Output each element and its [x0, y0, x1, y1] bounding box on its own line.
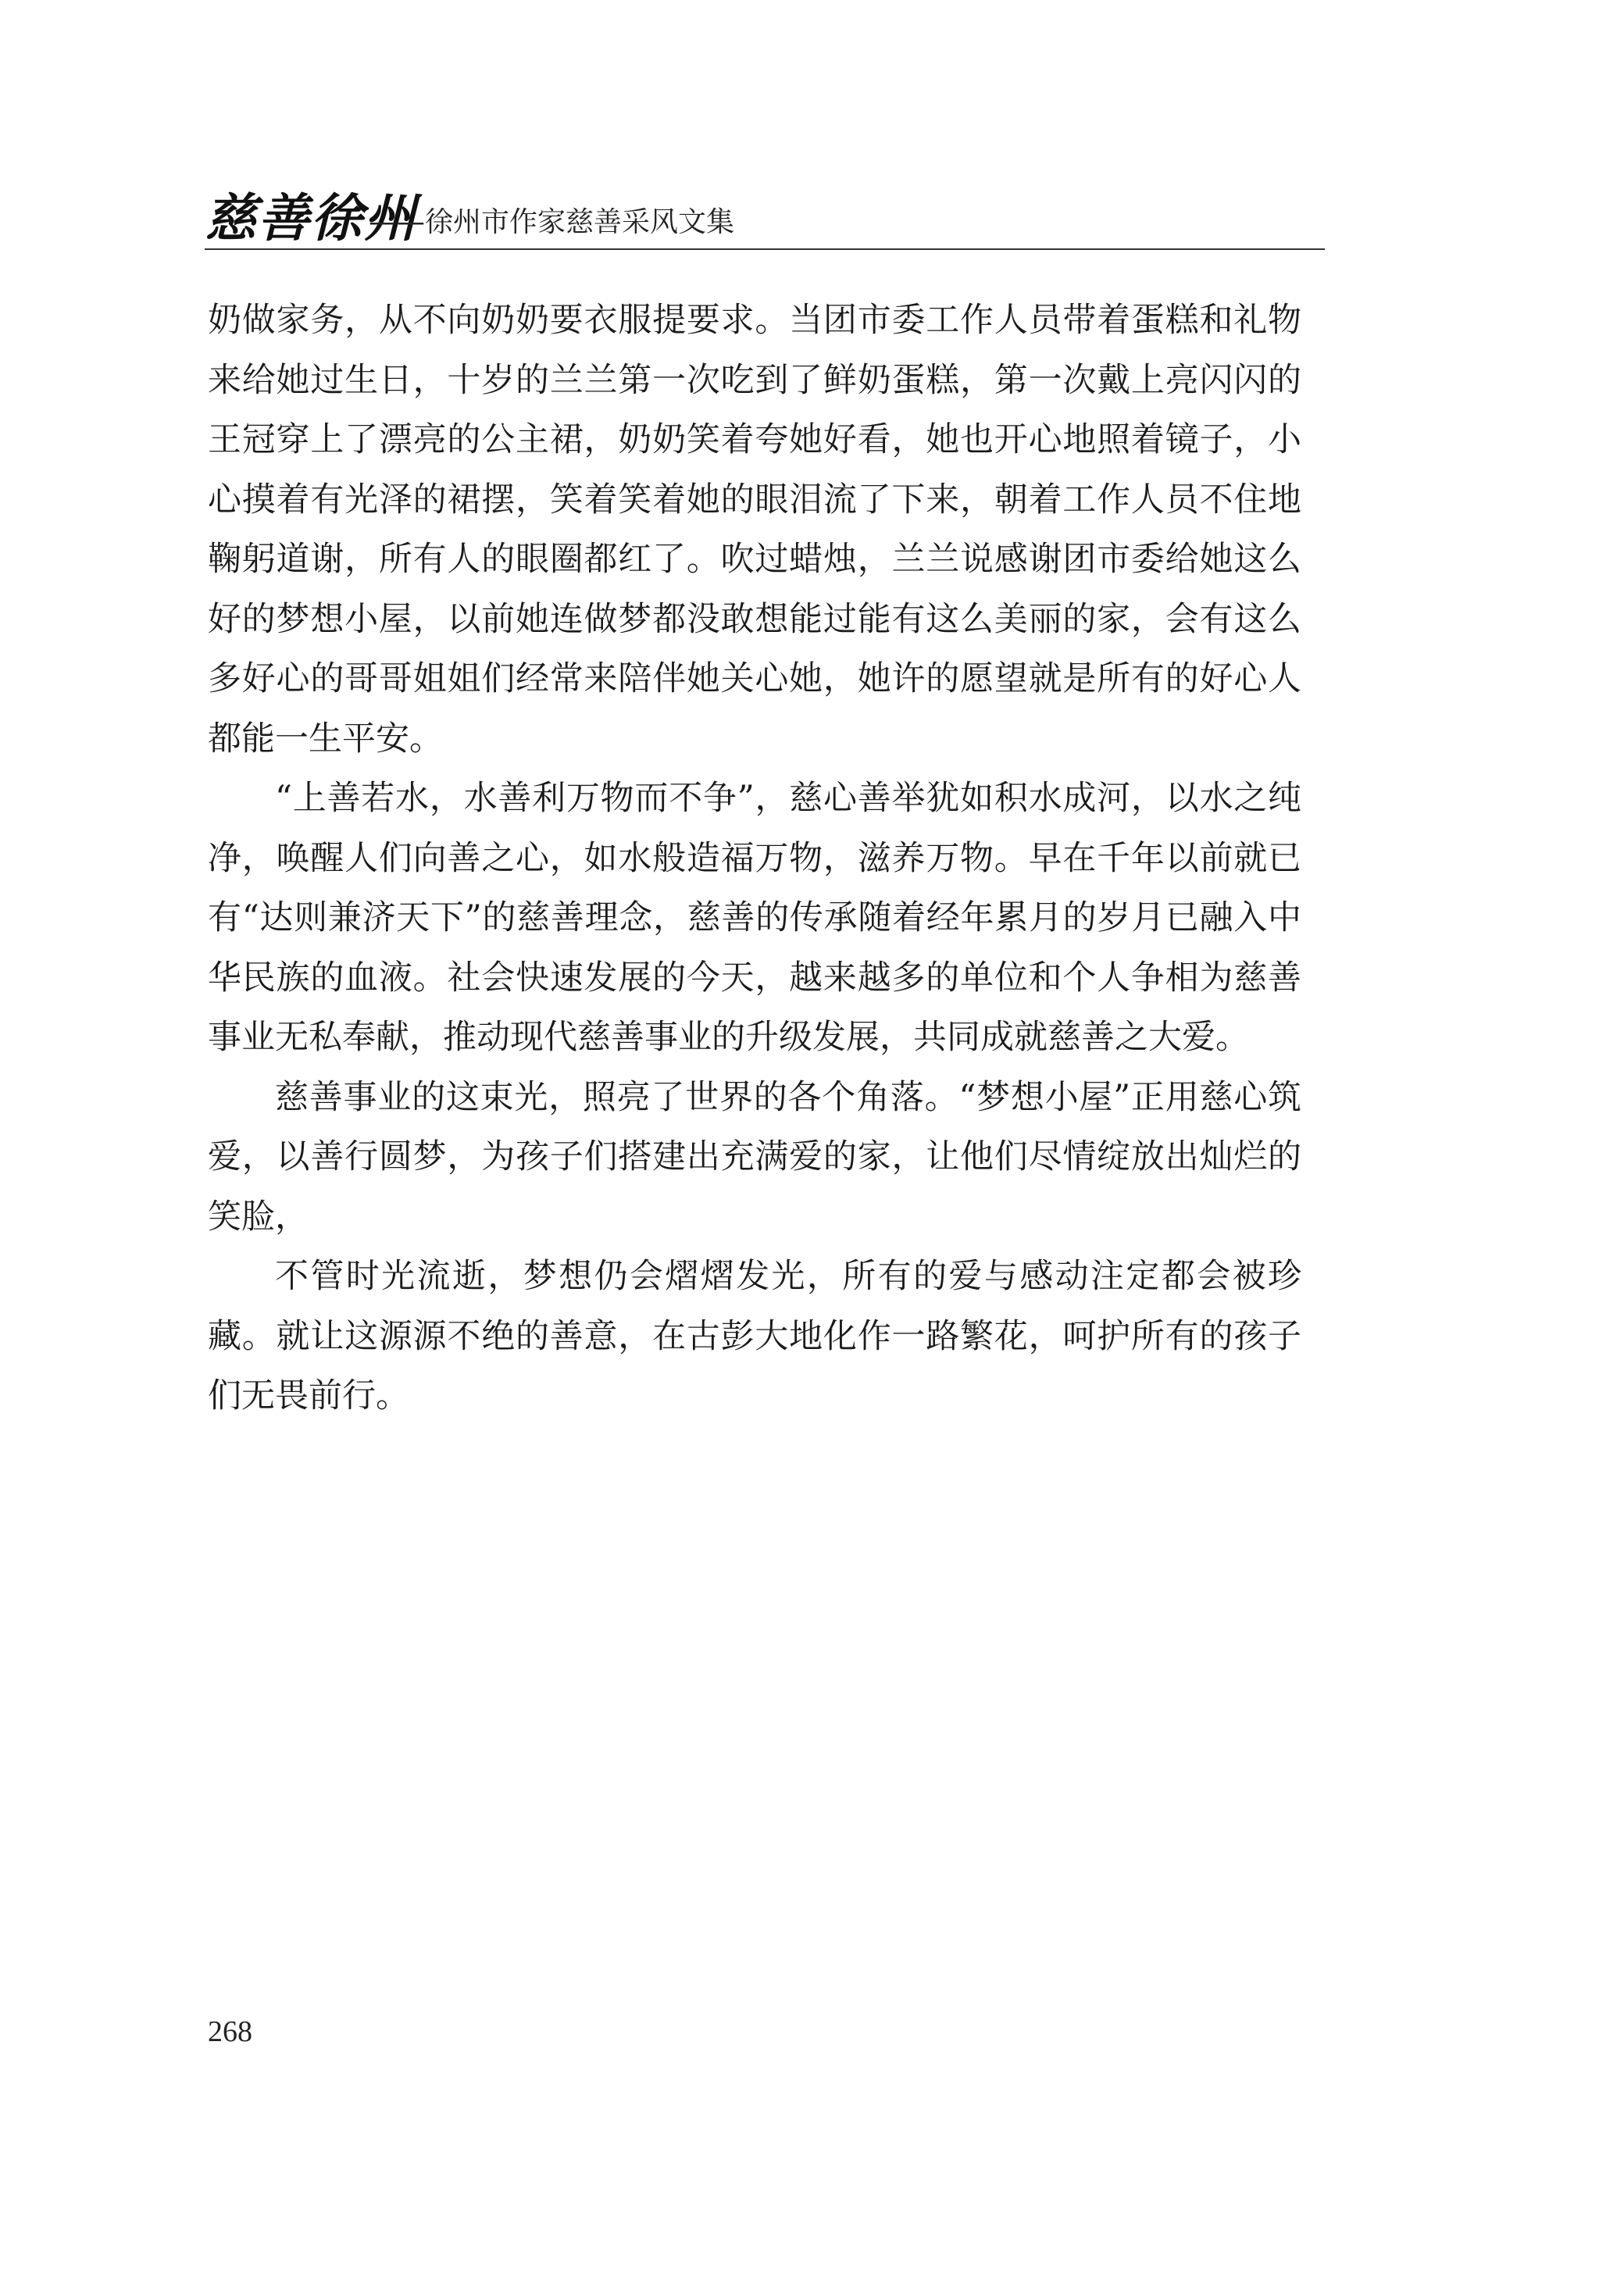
paragraph: “上善若水，水善利万物而不争”，慈心善举犹如积水成河，以水之纯净，唤醒人们向善之心，如水般造福万物，滋养万物。早在千年以前就已有“达则兼济天下”的慈善理念，慈善的传承随着经年累月的岁月已融入中华民族的血液。社会快速发展的今天，越来越多的单位和个人争相为慈善事业无私奉献，推动现代慈善事业的升级发展，共同成就慈善之大爱。 — [208, 779, 1301, 1057]
book-subtitle: ——徐州市作家慈善采风文集 — [369, 206, 735, 238]
book-title-logo: 慈善徐州 — [205, 187, 417, 248]
page-number: 268 — [208, 2015, 252, 2048]
paragraph: 不管时光流逝，梦想仍会熠熠发光，所有的爱与感动注定都会被珍藏。就让这源源不绝的善意，在古彭大地化作一路繁花，呵护所有的孩子们无畏前行。 — [208, 1257, 1301, 1415]
paragraph-continued: 奶做家务，从不向奶奶要衣服提要求。当团市委工作人员带着蛋糕和礼物来给她过生日，十岁的兰兰第一次吃到了鲜奶蛋糕，第一次戴上亮闪闪的王冠穿上了漂亮的公主裙，奶奶笑着夸她好看，她也开心地照着镜子，小心摸着有光泽的裙摆，笑着笑着她的眼泪流了下来，朝着工作人员不住地鞠躬道谢，所有人的眼圈都红了。吹过蜡烛，兰兰说感谢团市委给她这么好的梦想小屋，以前她连做梦都没敢想能过能有这么美丽的家，会有这么多好心的哥哥姐姐们经常来陪伴她关心她，她许的愿望就是所有的好心人都能一生平安。 — [208, 301, 1301, 758]
paragraph: 慈善事业的这束光，照亮了世界的各个角落。“梦想小屋”正用慈心筑爱，以善行圆梦，为孩子们搭建出充满爱的家，让他们尽情绽放出灿烂的笑脸， — [208, 1077, 1301, 1237]
running-header — [205, 187, 1325, 250]
body-text — [208, 291, 1301, 1426]
header-divider — [205, 248, 1325, 250]
